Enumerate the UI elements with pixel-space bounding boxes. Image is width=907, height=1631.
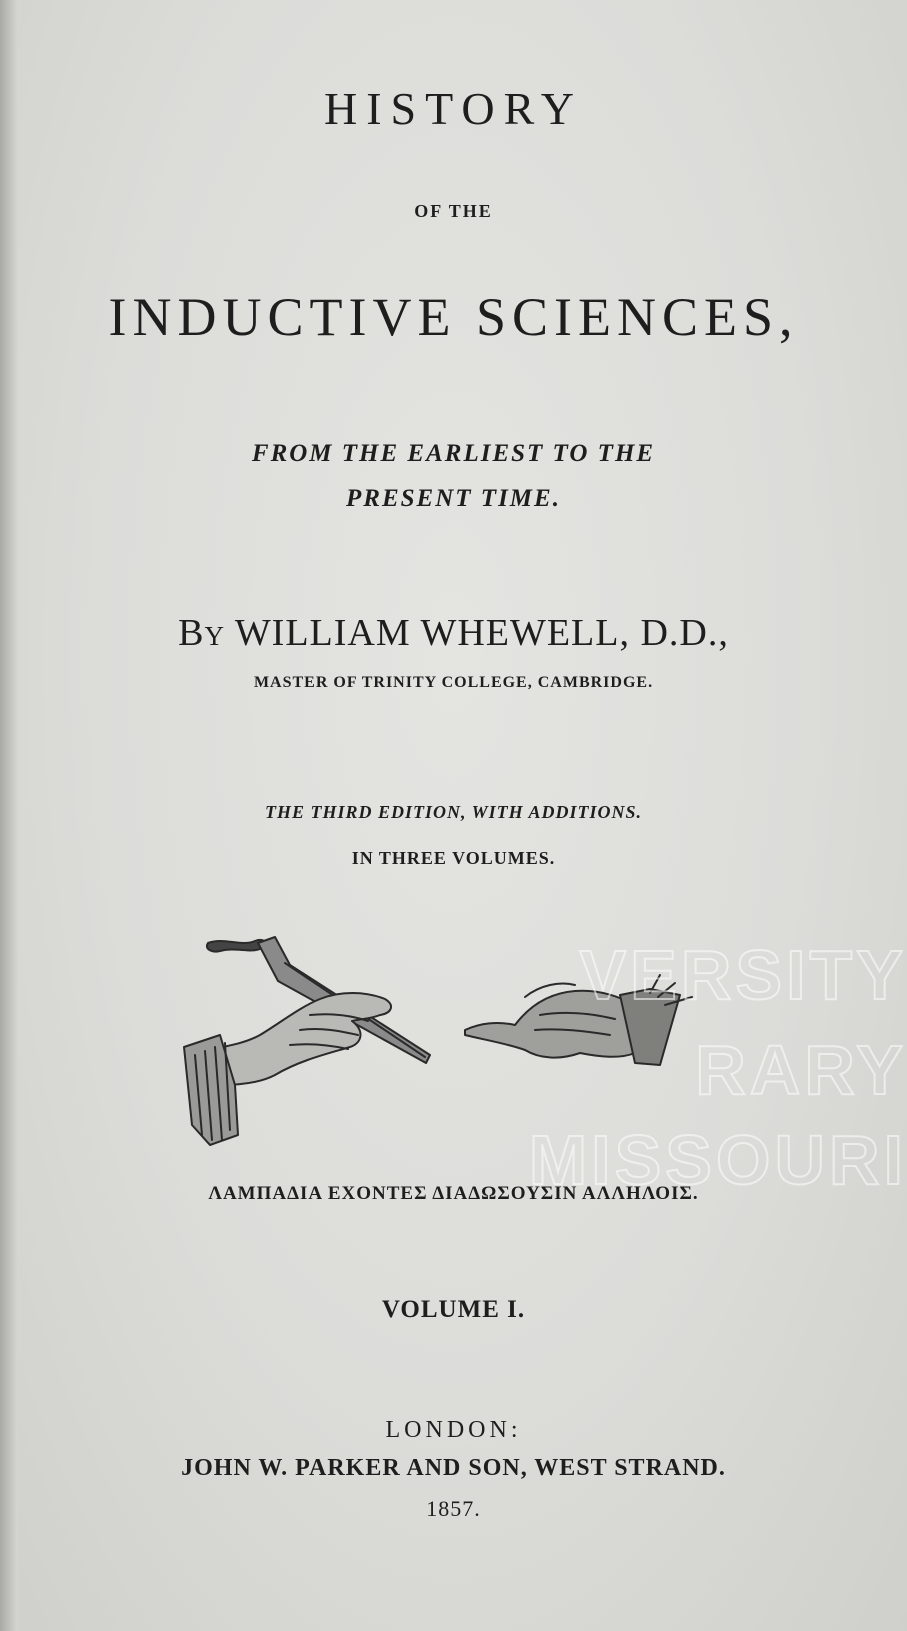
edition-note: THE THIRD EDITION, WITH ADDITIONS. <box>264 802 643 822</box>
volume-number: VOLUME I. <box>381 1296 526 1323</box>
author-name: WILLIAM WHEWELL, D.D., <box>234 612 729 654</box>
author-line <box>0 611 907 655</box>
library-perforation-stamp <box>528 935 907 1240</box>
stamp-line-2: RARY <box>695 1031 907 1109</box>
publisher-city: LONDON: <box>385 1417 522 1443</box>
greek-motto: ΛΑΜΠΑΔΙΑ ΕΧΟΝΤΕΣ ΔΙΑΔΩΣΟΥΣΙΝ ΑΛΛΗΛΟΙΣ. <box>208 1183 699 1204</box>
author-prefix: By <box>178 612 225 654</box>
stamp-line-1: VERSITY <box>579 936 907 1014</box>
volumes-note: IN THREE VOLUMES. <box>351 848 556 868</box>
title-history: HISTORY <box>324 83 583 134</box>
publication-year: 1857. <box>426 1496 481 1521</box>
title-of-the: OF THE <box>414 201 493 221</box>
subtitle-line-1: FROM THE EARLIEST TO THE <box>251 440 656 467</box>
author-affiliation: MASTER OF TRINITY COLLEGE, CAMBRIDGE. <box>253 674 654 691</box>
publisher-name: JOHN W. PARKER AND SON, WEST STRAND. <box>181 1455 726 1481</box>
subtitle-line-2: PRESENT TIME. <box>346 485 561 512</box>
title-inductive-sciences: INDUCTIVE SCIENCES, <box>108 287 799 347</box>
stamp-line-3: MISSOURI <box>528 1121 907 1199</box>
